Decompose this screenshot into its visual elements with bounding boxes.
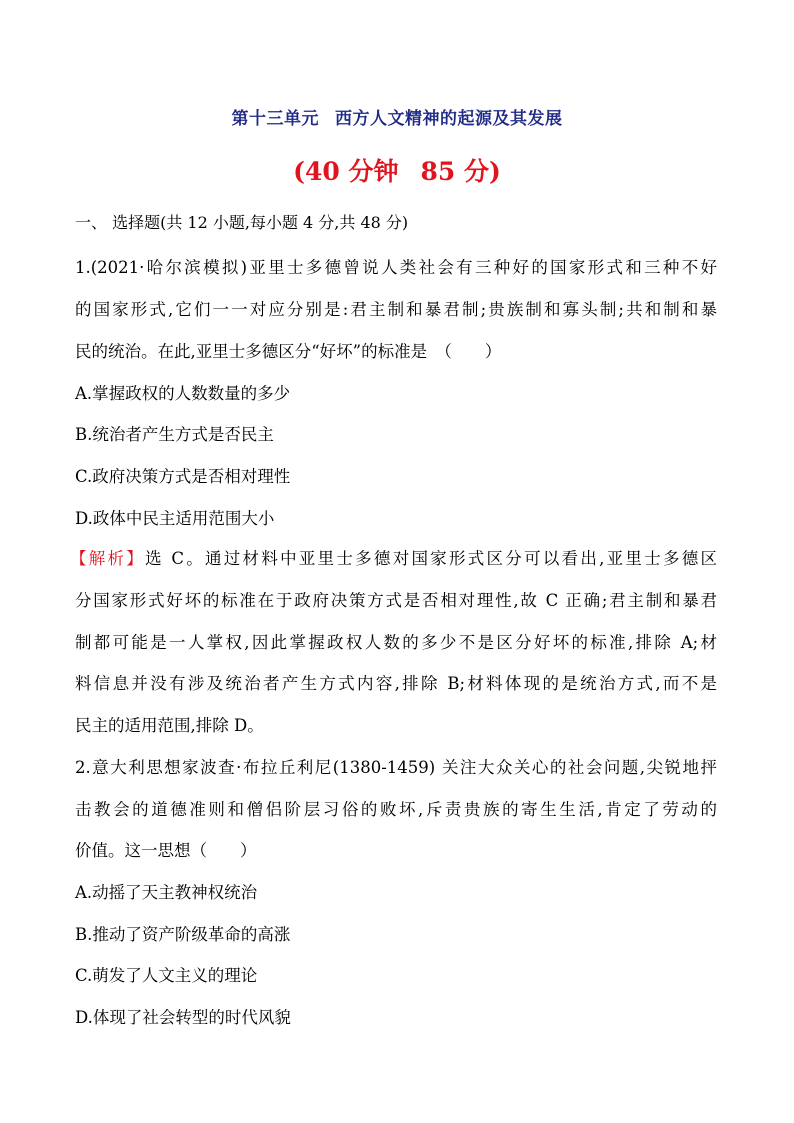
- q2-option-a: A.动摇了天主教神权统治: [75, 883, 258, 902]
- q1-option-d: D.政体中民主适用范围大小: [75, 509, 275, 528]
- q1-option-b: B.统治者产生方式是否民主: [75, 425, 274, 444]
- time-limit: (40 分钟: [293, 157, 399, 186]
- time-score: [0, 152, 794, 188]
- q2-option-d: D.体现了社会转型的时代风貌: [75, 1008, 291, 1027]
- q2-stem-line-1: 2.意大利思想家波查·布拉丘利尼(1380-1459) 关注大众关心的社会问题,尖锐地抨: [75, 758, 717, 777]
- q1-analysis-line-1: [70, 545, 717, 569]
- q2-stem-line-2: 击教会的道德准则和僧侣阶层习俗的败坏,斥责贵族的寄生生活,肯定了劳动的: [75, 800, 717, 819]
- q1-option-a: A.掌握政权的人数数量的多少: [75, 384, 291, 403]
- q1-analysis-line-2: 分国家形式好坏的标准在于政府决策方式是否相对理性,故 C 正确;君主制和暴君: [75, 591, 717, 610]
- q2-option-b: B.推动了资产阶级革命的高涨: [75, 925, 291, 944]
- unit-title: [0, 104, 794, 129]
- section-heading: 一、 选择题(共 12 小题,每小题 4 分,共 48 分): [75, 213, 409, 232]
- q1-stem-line-3: 民的统治。在此,亚里士多德区分“好坏”的标准是 （ ）: [75, 342, 502, 361]
- q1-analysis-line-4: 料信息并没有涉及统治者产生方式内容,排除 B;材料体现的是统治方式,而不是: [75, 674, 717, 693]
- analysis-tag: 【解析】: [70, 549, 146, 568]
- total-score: 85 分): [420, 157, 501, 186]
- q1-stem-line-2: 的国家形式,它们一一对应分别是:君主制和暴君制;贵族制和寡头制;共和制和暴: [75, 300, 717, 319]
- q1-analysis-line-5: 民主的适用范围,排除 D。: [75, 716, 264, 735]
- q1-option-c: C.政府决策方式是否相对理性: [75, 467, 291, 486]
- unit-number: 第十三单元: [231, 109, 319, 129]
- q1-stem-line-1: 1.(2021·哈尔滨模拟)亚里士多德曾说人类社会有三种好的国家形式和三种不好: [75, 258, 717, 277]
- q2-option-c: C.萌发了人文主义的理论: [75, 966, 258, 985]
- q1-analysis-first: 选 C。通过材料中亚里士多德对国家形式区分可以看出,亚里士多德区: [145, 549, 717, 568]
- q1-analysis-line-3: 制都可能是一人掌权,因此掌握政权人数的多少不是区分好坏的标准,排除 A;材: [75, 633, 717, 652]
- unit-topic: 西方人文精神的起源及其发展: [335, 109, 563, 129]
- q2-stem-line-3: 价值。这一思想（ ）: [75, 841, 257, 860]
